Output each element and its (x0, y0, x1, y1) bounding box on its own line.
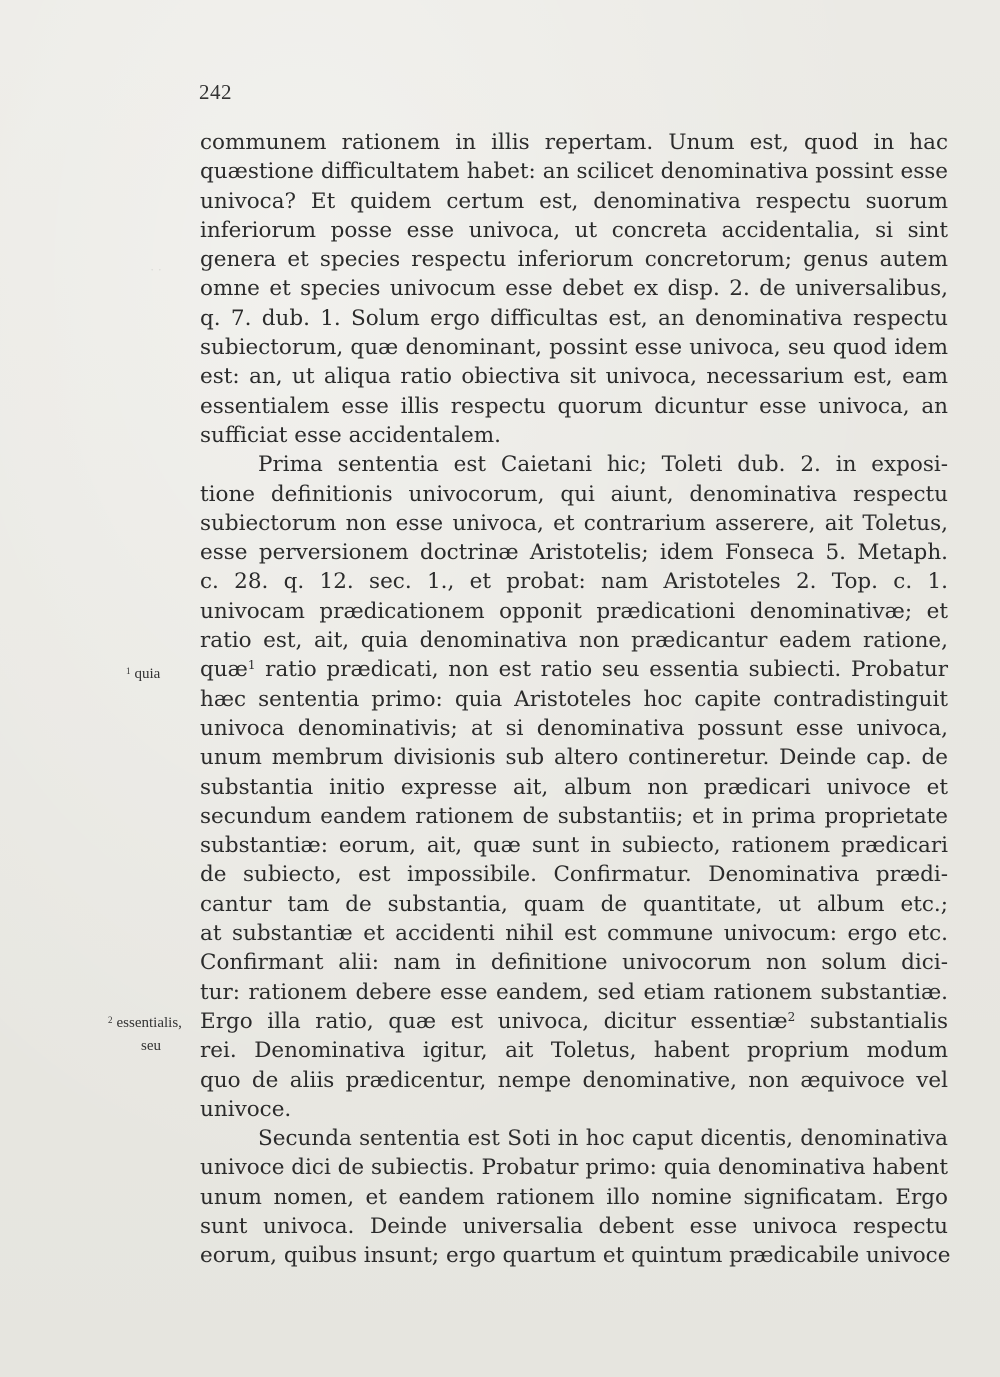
text-line: subiectorum non esse univoca, et contrarium asserere, ait Toletus, (200, 510, 948, 536)
margin-note-2-continued: seu (141, 1038, 161, 1054)
text-line: inferiorum posse esse univoca, ut concreta accidentalia, si sint (200, 217, 948, 243)
margin-note-1 (126, 666, 160, 683)
text-fragment: Ergo illa ratio, quæ est univoca, dicitur essentiæ (200, 1008, 788, 1034)
text-line: est: an, ut aliqua ratio obiectiva sit univoca, necessarium est, eam (200, 364, 948, 390)
text-line: Secunda sententia est Soti in hoc caput dicentis, denominativa (258, 1126, 948, 1152)
body-text (200, 128, 951, 1271)
text-line: ratio est, ait, quia denominativa non prædicantur eadem ratione, (200, 628, 948, 654)
text-line: Confirmant alii: nam in definitione univocorum non solum dici- (200, 950, 948, 976)
text-line: de subiecto, est impossibile. Confirmatur. Denominativa prædi- (200, 862, 948, 888)
text-line: tur: rationem debere esse eandem, sed etiam rationem substantiæ. (200, 979, 948, 1005)
text-line: secundum eandem rationem de substantiis; et in prima proprietate (200, 803, 948, 829)
text-line: esse perversionem doctrinæ Aristotelis; idem Fonseca 5. Metaph. (200, 540, 948, 566)
text-line: univocam prædicationem opponit prædicationi denominativæ; et (200, 598, 948, 624)
text-line: univoce. (200, 1096, 292, 1122)
margin-note-text: essentialis, (116, 1015, 182, 1031)
text-line: eorum, quibus insunt; ergo quartum et quintum prædicabile univoce (200, 1243, 951, 1269)
text-line: cantur tam de substantia, quam de quantitate, ut album etc.; (200, 891, 948, 917)
text-line: quæstione difficultatem habet: an scilicet denominativa possint esse (200, 159, 948, 185)
text-line: at substantiæ et accidenti nihil est commune univocum: ergo etc. (200, 921, 948, 947)
text-line: q. 7. dub. 1. Solum ergo difficultas est, an denominativa respectu (200, 305, 948, 331)
text-line: hæc sententia primo: quia Aristoteles hoc capite contradistinguit (200, 686, 948, 712)
text-line: substantia initio expresse ait, album non prædicari univoce et (200, 774, 948, 800)
text-line-with-footnote (200, 1007, 948, 1036)
text-line: univoca? Et quidem certum est, denominativa respectu suorum (200, 188, 948, 214)
footnote-marker: 2 (787, 1009, 796, 1024)
text-line: unum nomen, et eandem rationem illo nomine significatam. Ergo (200, 1184, 948, 1210)
text-line: omne et species univocum esse debet ex disp. 2. de universalibus, (200, 276, 948, 302)
text-line: Prima sententia est Caietani hic; Toleti dub. 2. in exposi- (258, 452, 948, 478)
text-line: unum membrum divisionis sub altero contineretur. Deinde cap. de (200, 745, 948, 771)
text-line: sufficiat esse accidentalem. (200, 422, 501, 448)
text-line: sunt univoca. Deinde universalia debent esse univoca respectu (200, 1213, 948, 1239)
text-line-with-footnote (200, 655, 948, 684)
margin-note-marker: 1 (126, 666, 131, 676)
text-fragment: ratio prædicati, non est ratio seu essentia subiecti. Probatur (265, 657, 948, 683)
footnote-marker: 1 (247, 658, 256, 673)
text-fragment: substantialis (809, 1008, 948, 1034)
text-line: univoce dici de subiectis. Probatur primo: quia denominativa habent (200, 1155, 948, 1181)
text-line: tione definitionis univocorum, qui aiunt, denominativa respectu (200, 481, 948, 507)
text-line: communem rationem in illis repertam. Unum est, quod in hac (200, 130, 948, 155)
text-line: c. 28. q. 12. sec. 1., et probat: nam Aristoteles 2. Top. c. 1. (200, 569, 948, 595)
text-line: subiectorum, quæ denominant, possint esse univoca, seu quod idem (200, 335, 948, 361)
bleed-through-mark: · · (150, 262, 162, 277)
margin-note-text: quia (134, 666, 161, 682)
text-line: genera et species respectu inferiorum concretorum; genus autem (200, 247, 948, 273)
text-fragment: quæ (200, 657, 248, 683)
text-line: univoca denominativis; at si denominativa possunt esse univoca, (200, 715, 948, 741)
text-line: rei. Denominativa igitur, ait Toletus, habent proprium modum (200, 1038, 948, 1064)
text-line: quo de aliis prædicentur, nempe denominative, non æquivoce vel (200, 1067, 948, 1093)
margin-note-2 (108, 1015, 182, 1032)
page-number: 242 (199, 80, 232, 104)
text-line: essentialem esse illis respectu quorum dicuntur esse univoca, an (200, 393, 948, 419)
margin-note-marker: 2 (108, 1015, 113, 1025)
text-line: substantiæ: eorum, ait, quæ sunt in subiecto, rationem prædicari (200, 833, 948, 859)
